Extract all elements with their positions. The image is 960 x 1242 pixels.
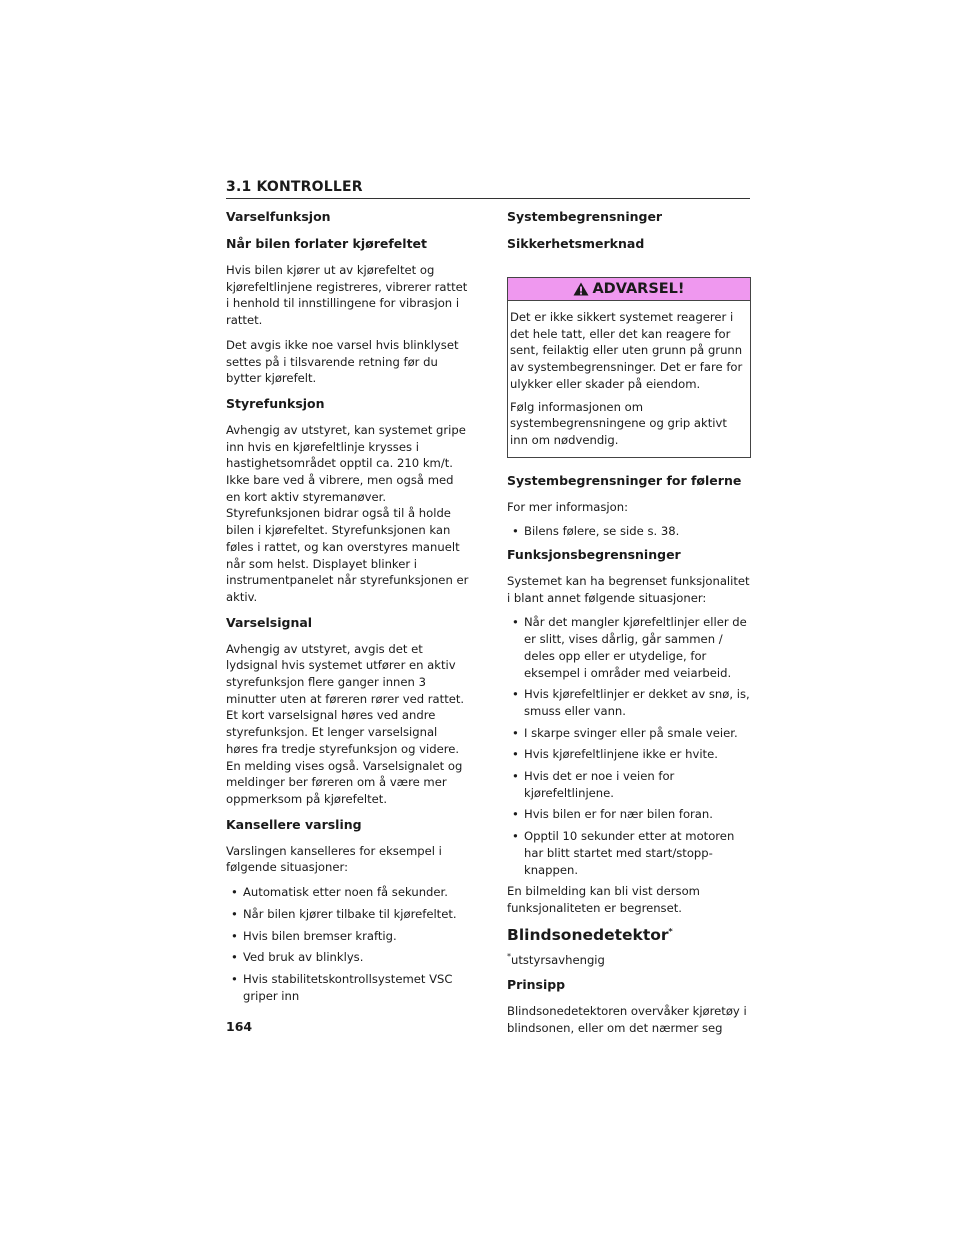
paragraph: Systemet kan ha begrenset funksjonalitet i blant annet følgende situasjoner:: [507, 574, 750, 605]
bullet-list: [507, 614, 751, 878]
heading-systembegrensninger: Systembegrensninger: [507, 209, 663, 224]
paragraph: Avhengig av utstyret, kan systemet gripe inn hvis en kjørefeltlinje krysses i hastighetsområdet opptil ca. 210 km/t. Ikke bare ved å vibrere, men også med en kort aktiv styremanøver. Styrefunksjonen bidrar også til å holde bilen i kjørefeltet. Styrefunksjonen kan føles i rattet, og kan overstyres manuelt når som helst. Displayet blinker i instrumentpanelet når styrefunksjonen er aktiv.: [226, 422, 469, 604]
heading-kansellere: Kansellere varsling: [226, 816, 362, 832]
list-item: • Når det mangler kjørefeltlinjer eller de er slitt, vises dårlig, går sammen / deles opp eller er utydelige, for eksempel i områder med veiarbeid.: [512, 615, 747, 680]
heading-varselfunksjon: Varselfunksjon: [226, 209, 331, 224]
paragraph: Hvis bilen kjører ut av kjørefeltet og kjørefeltlinjene registreres, vibrerer rattet i henhold til innstillingene for vibrasjon i rattet.: [226, 263, 468, 328]
left-column: [226, 208, 470, 1009]
section-header: 3.1 KONTROLLER: [226, 179, 750, 199]
heading-sikkerhetsmerknad: Sikkerhetsmerknad: [507, 236, 645, 251]
warning-box: [507, 277, 751, 458]
heading-varselsignal: Varselsignal: [226, 614, 313, 630]
heading-folerne: Systembegrensninger for følerne: [507, 472, 742, 488]
list-item: • Hvis kjørefeltlinjer er dekket av snø, is, smuss eller vann.: [512, 687, 750, 718]
list-item: • Hvis bilen bremser kraftig.: [231, 928, 397, 943]
paragraph: Varslingen kanselleres for eksempel i følgende situasjoner:: [226, 843, 442, 875]
paragraph: En bilmelding kan bli vist dersom funksjonaliteten er begrenset.: [507, 884, 700, 915]
list-item: • Hvis det er noe i veien for kjørefeltlinjene.: [512, 769, 675, 800]
paragraph: Det avgis ikke noe varsel hvis blinklyset settes på i tilsvarende retning før du bytter kjørefelt.: [226, 337, 459, 386]
list-item: • Hvis kjørefeltlinjene ikke er hvite.: [512, 747, 718, 762]
footnote: *utstyrsavhengig: [507, 951, 605, 967]
page-number: 164: [226, 1019, 253, 1034]
list-item: • Hvis bilen er for nær bilen foran.: [512, 807, 713, 822]
heading-styrefunksjon: Styrefunksjon: [226, 395, 325, 411]
heading-funksjonsbegrensninger: Funksjonsbegrensninger: [507, 547, 681, 563]
paragraph: Følg informasjonen om systembegrensningene og grip aktivt inn om nødvendig.: [510, 399, 727, 447]
paragraph: Avhengig av utstyret, avgis det et lydsignal hvis systemet utfører en aktiv styrefunksjon flere ganger innen 3 minutter uten at føreren rører ved rattet. Et kort varselsignal høres ved andre styrefunksjon. Et lenger varselsignal høres fra tredje styrefunksjon og videre. En melding vises også. Varselsignalet og meldinger ber føreren om å være mer oppmerksom på kjørefeltet.: [226, 641, 465, 806]
list-item: • Ved bruk av blinklys.: [231, 950, 364, 965]
warning-body: [508, 301, 750, 457]
heading-forlater-kjorefelt: Når bilen forlater kjørefeltet: [226, 236, 427, 251]
list-item: • Når bilen kjører tilbake til kjørefeltet.: [231, 906, 457, 921]
bullet-list: [507, 523, 751, 540]
bullet-list: [226, 884, 470, 1004]
warning-triangle-icon: [573, 282, 589, 296]
heading-prinsipp: Prinsipp: [507, 977, 566, 993]
paragraph: Det er ikke sikkert systemet reagerer i det hele tatt, eller det kan reagere for sent, feilaktig eller uten grunn på grunn av systembegrensninger. Det er fare for ulykker eller skader på eiendom.: [510, 310, 743, 391]
list-item: • Hvis stabilitetskontrollsystemet VSC griper inn: [231, 971, 453, 1003]
list-item: • Opptil 10 sekunder etter at motoren har blitt startet med start/stopp-knappen.: [512, 829, 735, 877]
list-item: • I skarpe svinger eller på smale veier.: [512, 725, 738, 740]
paragraph: Blindsonedetektoren overvåker kjøretøy i blindsonen, eller om det nærmer seg: [507, 1004, 747, 1036]
heading-blindsonedetektor: Blindsonedetektor*: [507, 925, 673, 944]
paragraph: For mer informasjon:: [507, 499, 628, 514]
warning-header: [508, 278, 750, 301]
list-item: • Bilens følere, se side s. 38.: [512, 524, 680, 539]
warning-title: ADVARSEL!: [592, 281, 685, 297]
right-column: [507, 208, 751, 1045]
list-item: • Automatisk etter noen få sekunder.: [231, 885, 448, 900]
